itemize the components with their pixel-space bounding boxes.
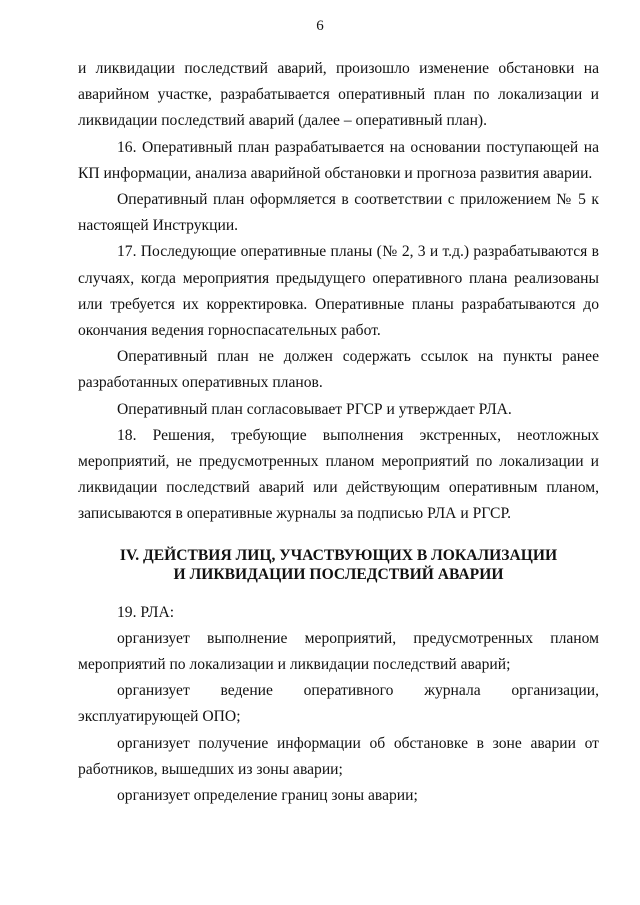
paragraph-16: 16. Оперативный план разрабатывается на основании поступающей на КП информации, анализа аварийной обстановки и прогноза развития аварии. xyxy=(78,138,599,182)
paragraph: и ликвидации последствий аварий, произошло изменение обстановки на аварийном участке, разрабатывается оперативный план по локализации и ликвидации последствий аварий (далее – оперативный план). xyxy=(78,60,599,130)
section-heading-line: И ЛИКВИДАЦИИ ПОСЛЕДСТВИЙ АВАРИИ xyxy=(173,565,504,583)
section-heading-line: IV. ДЕЙСТВИЯ ЛИЦ, УЧАСТВУЮЩИХ В ЛОКАЛИЗАЦИИ xyxy=(119,546,558,564)
paragraphs-after xyxy=(78,600,599,810)
list-item: организует получение информации об обстановке в зоне аварии от работников, вышедших из зоны аварии; xyxy=(78,734,599,778)
list-item: организует определение границ зоны аварии; xyxy=(117,787,418,805)
list-item: организует ведение оперативного журнала организации, эксплуатирующей ОПО; xyxy=(78,682,599,726)
paragraph: Оперативный план согласовывает РГСР и утверждает РЛА. xyxy=(117,400,512,418)
page-number: 6 xyxy=(316,18,324,34)
paragraph-19: 19. РЛА: xyxy=(117,603,175,621)
list-item: организует выполнение мероприятий, предусмотренных планом мероприятий по локализации и ликвидации последствий аварий; xyxy=(78,629,599,674)
paragraphs-before xyxy=(78,56,599,528)
paragraph: Оперативный план оформляется в соответствии с приложением № 5 к настоящей Инструкции. xyxy=(78,191,599,235)
paragraph: Оперативный план не должен содержать ссылок на пункты ранее разработанных оперативных планов. xyxy=(78,348,599,392)
document-body xyxy=(78,56,599,809)
section-heading xyxy=(78,546,599,584)
paragraph-17: 17. Последующие оперативные планы (№ 2, 3 и т.д.) разрабатываются в случаях, когда мероприятия предыдущего оперативного плана реализованы или требуется их корректировка. Оперативные планы разрабатываются до окончания ведения горноспасательных работ. xyxy=(78,243,599,340)
paragraph-18: 18. Решения, требующие выполнения экстренных, неотложных мероприятий, не предусмотренных планом мероприятий по локализации и ликвидации последствий аварий или действующим оперативным планом, записываются в оперативные журналы за подписью РЛА и РГСР. xyxy=(78,426,599,523)
